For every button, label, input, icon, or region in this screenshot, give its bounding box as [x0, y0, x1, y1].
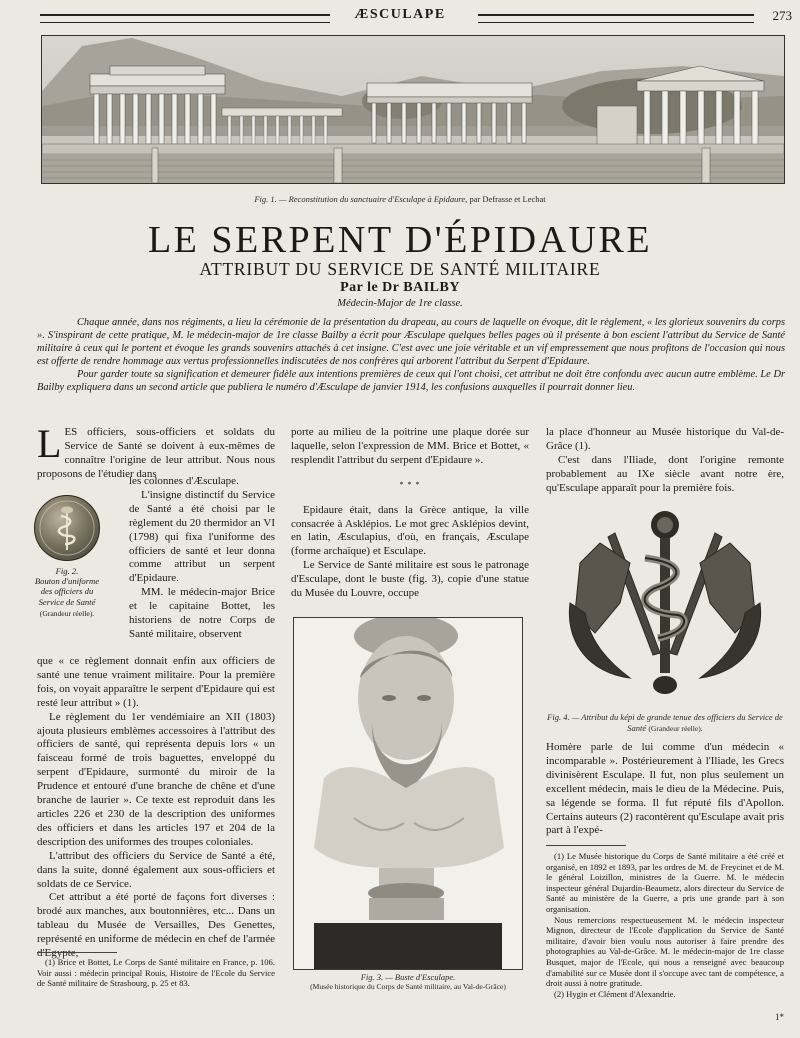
footnote-right-2: Nous remercions respectueusement M. le médecin inspecteur Mignon, directeur de l'Ecole d'application du Service de Santé militaire, d'avoir bien voulu nous autoriser à faire prendre des photographies au Val-de-Grâce. M. le médecin-major de 1re classe Busquet, major de l'Ecole, qui nous a renseigné avec beaucoup d'amabilité sur ce Musée dont il s'occupe avec tant de compétence, a droit aussi à notre gratitude.	[546, 914, 784, 989]
footnote-right-1: (1) Le Musée historique du Corps de Santé militaire a été créé et organisé, en 1892 et 1893, par les ordres de M. de Freycinet et de M. le général Loizillon, ministres de la Guerre. M. le médecin inspecteur général Dujardin-Beaumetz, alors directeur du Service de Santé au ministère de la Guerre, a pris une grande part à son organisation.	[546, 851, 784, 914]
sanctuary-illustration	[41, 35, 785, 184]
col1-paragraph-4: Le règlement du 1er vendémiaire an XII (1803) ajouta plusieurs emblèmes accessoires à l'attribut des officiers de santé, qui représenta depuis lors « un faisceau formé de trois baguettes, enveloppé du serpent d'Epidaure, surmonté du miroir de la Prudence et entouré d'une branche de chêne et d'une branche de laurier ». Ce texte est reproduit dans les articles 226 et 230 de la description des uniformes des officiers et dans les articles 197 et 204 de la description des uniformes des troupes coloniales.	[37, 710, 275, 848]
figure1-caption-text: — Reconstitution du sanctuaire d'Esculape à Epidaure,	[278, 194, 468, 204]
col2-paragraph-1: porte au milieu de la poitrine une plaque dorée sur laquelle, selon l'expression de MM. Brice et Bottet, « resplendit l'attribut du serpent d'Epidaure ».	[291, 426, 529, 466]
column-2	[291, 426, 529, 601]
col2-paragraph-2: Epidaure était, dans la Grèce antique, la ville consacrée à Asklépios. Le mot grec Asklépios devint, en latin, Æsculapius, d'où, en français, Æsculape (forme archaïque) et Esculape.	[291, 503, 529, 558]
header-rule-right	[478, 14, 754, 23]
col3-paragraph-3: Homère parle de lui comme d'un médecin « incomparable ». Postérieurement à l'Iliade, les Grecs divinisèrent Esculape. Il fut, non plus seulement un excellent médecin, mais le dieu de la Médecine. Puis, sa légende se forma. Il fut réputé fils d'Apollon. Certains auteurs (2) racontèrent qu'Esculape avait pris part à l'expé-	[546, 741, 784, 837]
footnotes-left	[37, 957, 275, 989]
author-rank: Médecin-Major de 1re classe.	[337, 298, 463, 309]
editorial-intro	[37, 316, 785, 395]
footnotes-right	[546, 851, 784, 999]
signature-mark: 1*	[775, 1012, 784, 1022]
drop-cap: L	[37, 421, 62, 466]
col1-paragraph-1-end: les colonnes d'Æsculape.	[129, 475, 239, 487]
figure1-caption	[0, 194, 800, 204]
column-1-top	[37, 421, 275, 482]
figure3-credit: (Musée historique du Corps de Santé militaire, au Val-de-Grâce)	[310, 982, 506, 991]
article-title: LE SERPENT D'ÉPIDAURE	[147, 219, 653, 261]
figure3-caption-text: Fig. 3. — Buste d'Esculape.	[360, 972, 456, 982]
header-rule-left	[40, 14, 330, 23]
col1-paragraph-3-end: que « ce règlement donnait enfin aux officiers de santé une tenue vraiment militaire. Pour la première fois, on voyait apparaître le serpent d'Epidaure qui est resté leur attribut » (1).	[37, 655, 275, 709]
figure2-caption-text: Bouton d'uniforme des officiers du Service de Santé	[34, 576, 100, 607]
column-1-narrow	[129, 475, 275, 642]
intro-paragraph-1: Chaque année, dans nos régiments, a lieu la cérémonie de la présentation du drapeau, au cours de laquelle on évoque, dit le règlement, « les glorieux souvenirs du corps ». S'inspirant de cette pratique, M. le médecin-major de 1re classe Bailby a écrit pour Æsculape quelques belles pages où il présente à bon escient l'attribut du Service de Santé militaire à ceux qui le portent et évoque les grands souvenirs attachés à cet insigne. C'est avec une joie véritable et un vif empressement que nous profitons de l'occasion qui nous est offerte de rendre hommage aux vertus professionnelles indiscutées de nos confrères qui arborent l'attribut du Serpent d'Epidaure.	[37, 317, 785, 368]
figure2-size-note: (Grandeur réelle).	[39, 608, 95, 618]
column-1-bottom	[37, 655, 275, 961]
col1-paragraph-6: Cet attribut a été porté de façons fort diverses : brodé aux manches, aux boutonnières, etc... Dans un tableau du Musée de Versailles, Des Genettes, représenté en uniforme de médecin en chef de l'armée d'Egypte,	[37, 891, 275, 960]
footnote-rule-right	[546, 845, 626, 846]
journal-title: ÆSCULAPE	[354, 7, 446, 22]
article-author: Par le Dr BAILBY	[340, 280, 460, 295]
article-subtitle: ATTRIBUT DU SERVICE DE SANTÉ MILITAIRE	[199, 259, 601, 279]
col1-paragraph-2: L'insigne distinctif du Service de Santé a été choisi par le règlement du 20 thermidor an VI (1798) qui fixa l'uniforme des officiers de santé et leur donna comme attribut un serpent d'Epidaure.	[129, 488, 275, 585]
section-asterisks: * * *	[399, 479, 421, 489]
col1-paragraph-1-top: ES officiers, sous-officiers et soldats du Service de Santé se doivent à eux-mêmes de connaître l'origine de leur attribut. Nous nous proposons de l'étudier dans	[37, 426, 275, 480]
figure2-caption	[34, 566, 100, 619]
figure1-caption-credit: par Defrasse et Lechat	[469, 194, 546, 204]
figure4-caption-text: Fig. 4. — Attribut du képi de grande tenue des officiers du Service de Santé	[547, 712, 783, 733]
intro-paragraph-2: Pour garder toute sa signification et demeurer fidèle aux intentions premières de ceux qui l'ont choisi, cet attribut ne doit être confondu avec aucun autre emblème. Le Dr Bailby expliquera dans un second article que publiera le numéro d'Æsculape de janvier 1914, les confusions auxquelles il pourrait donner lieu.	[37, 369, 785, 394]
footnote-left-1: (1) Brice et Bottet, Le Corps de Santé militaire en France, p. 106. Voir aussi : médecin principal Rouis, Histoire de l'Ecole du Service de Santé militaire de Strasbourg, p. 25 et 83.	[37, 957, 275, 989]
figure2-label: Fig. 2.	[55, 566, 79, 576]
kepi-insignia-image	[560, 503, 770, 703]
figure3-caption	[280, 972, 536, 991]
col3-paragraph-1: la place d'honneur au Musée historique du Val-de-Grâce (1).	[546, 426, 784, 452]
column-3-top	[546, 426, 784, 496]
figure1-caption-label: Fig. 1.	[254, 194, 277, 204]
figure4-size-note: (Grandeur réelle).	[648, 724, 703, 733]
uniform-button-image	[34, 495, 100, 561]
figure4-caption	[546, 712, 784, 734]
footnote-right-3: (2) Hygin et Clément d'Alexandrie.	[554, 988, 676, 999]
page-number: 273	[772, 8, 792, 23]
asclepius-bust-photo	[293, 617, 523, 970]
col1-paragraph-5: L'attribut des officiers du Service de Santé a été, dans la suite, donné également aux sous-officiers et soldats de ce Service.	[37, 849, 275, 890]
footnote-rule-left	[37, 952, 117, 953]
col3-paragraph-2: C'est dans l'Iliade, dont l'origine remonte probablement au IXe siècle avant notre ère, qu'Esculape apparaît pour la première fois.	[546, 453, 784, 494]
column-3-bottom	[546, 741, 784, 838]
col2-paragraph-3: Le Service de Santé militaire est sous le patronage d'Esculape, dont le buste (fig. 3), copie d'une statue du Musée du Louvre, occupe	[291, 559, 529, 600]
col1-paragraph-3-start: MM. le médecin-major Brice et le capitaine Bottet, les historiens de notre Corps de Santé militaire, observent	[129, 586, 275, 640]
